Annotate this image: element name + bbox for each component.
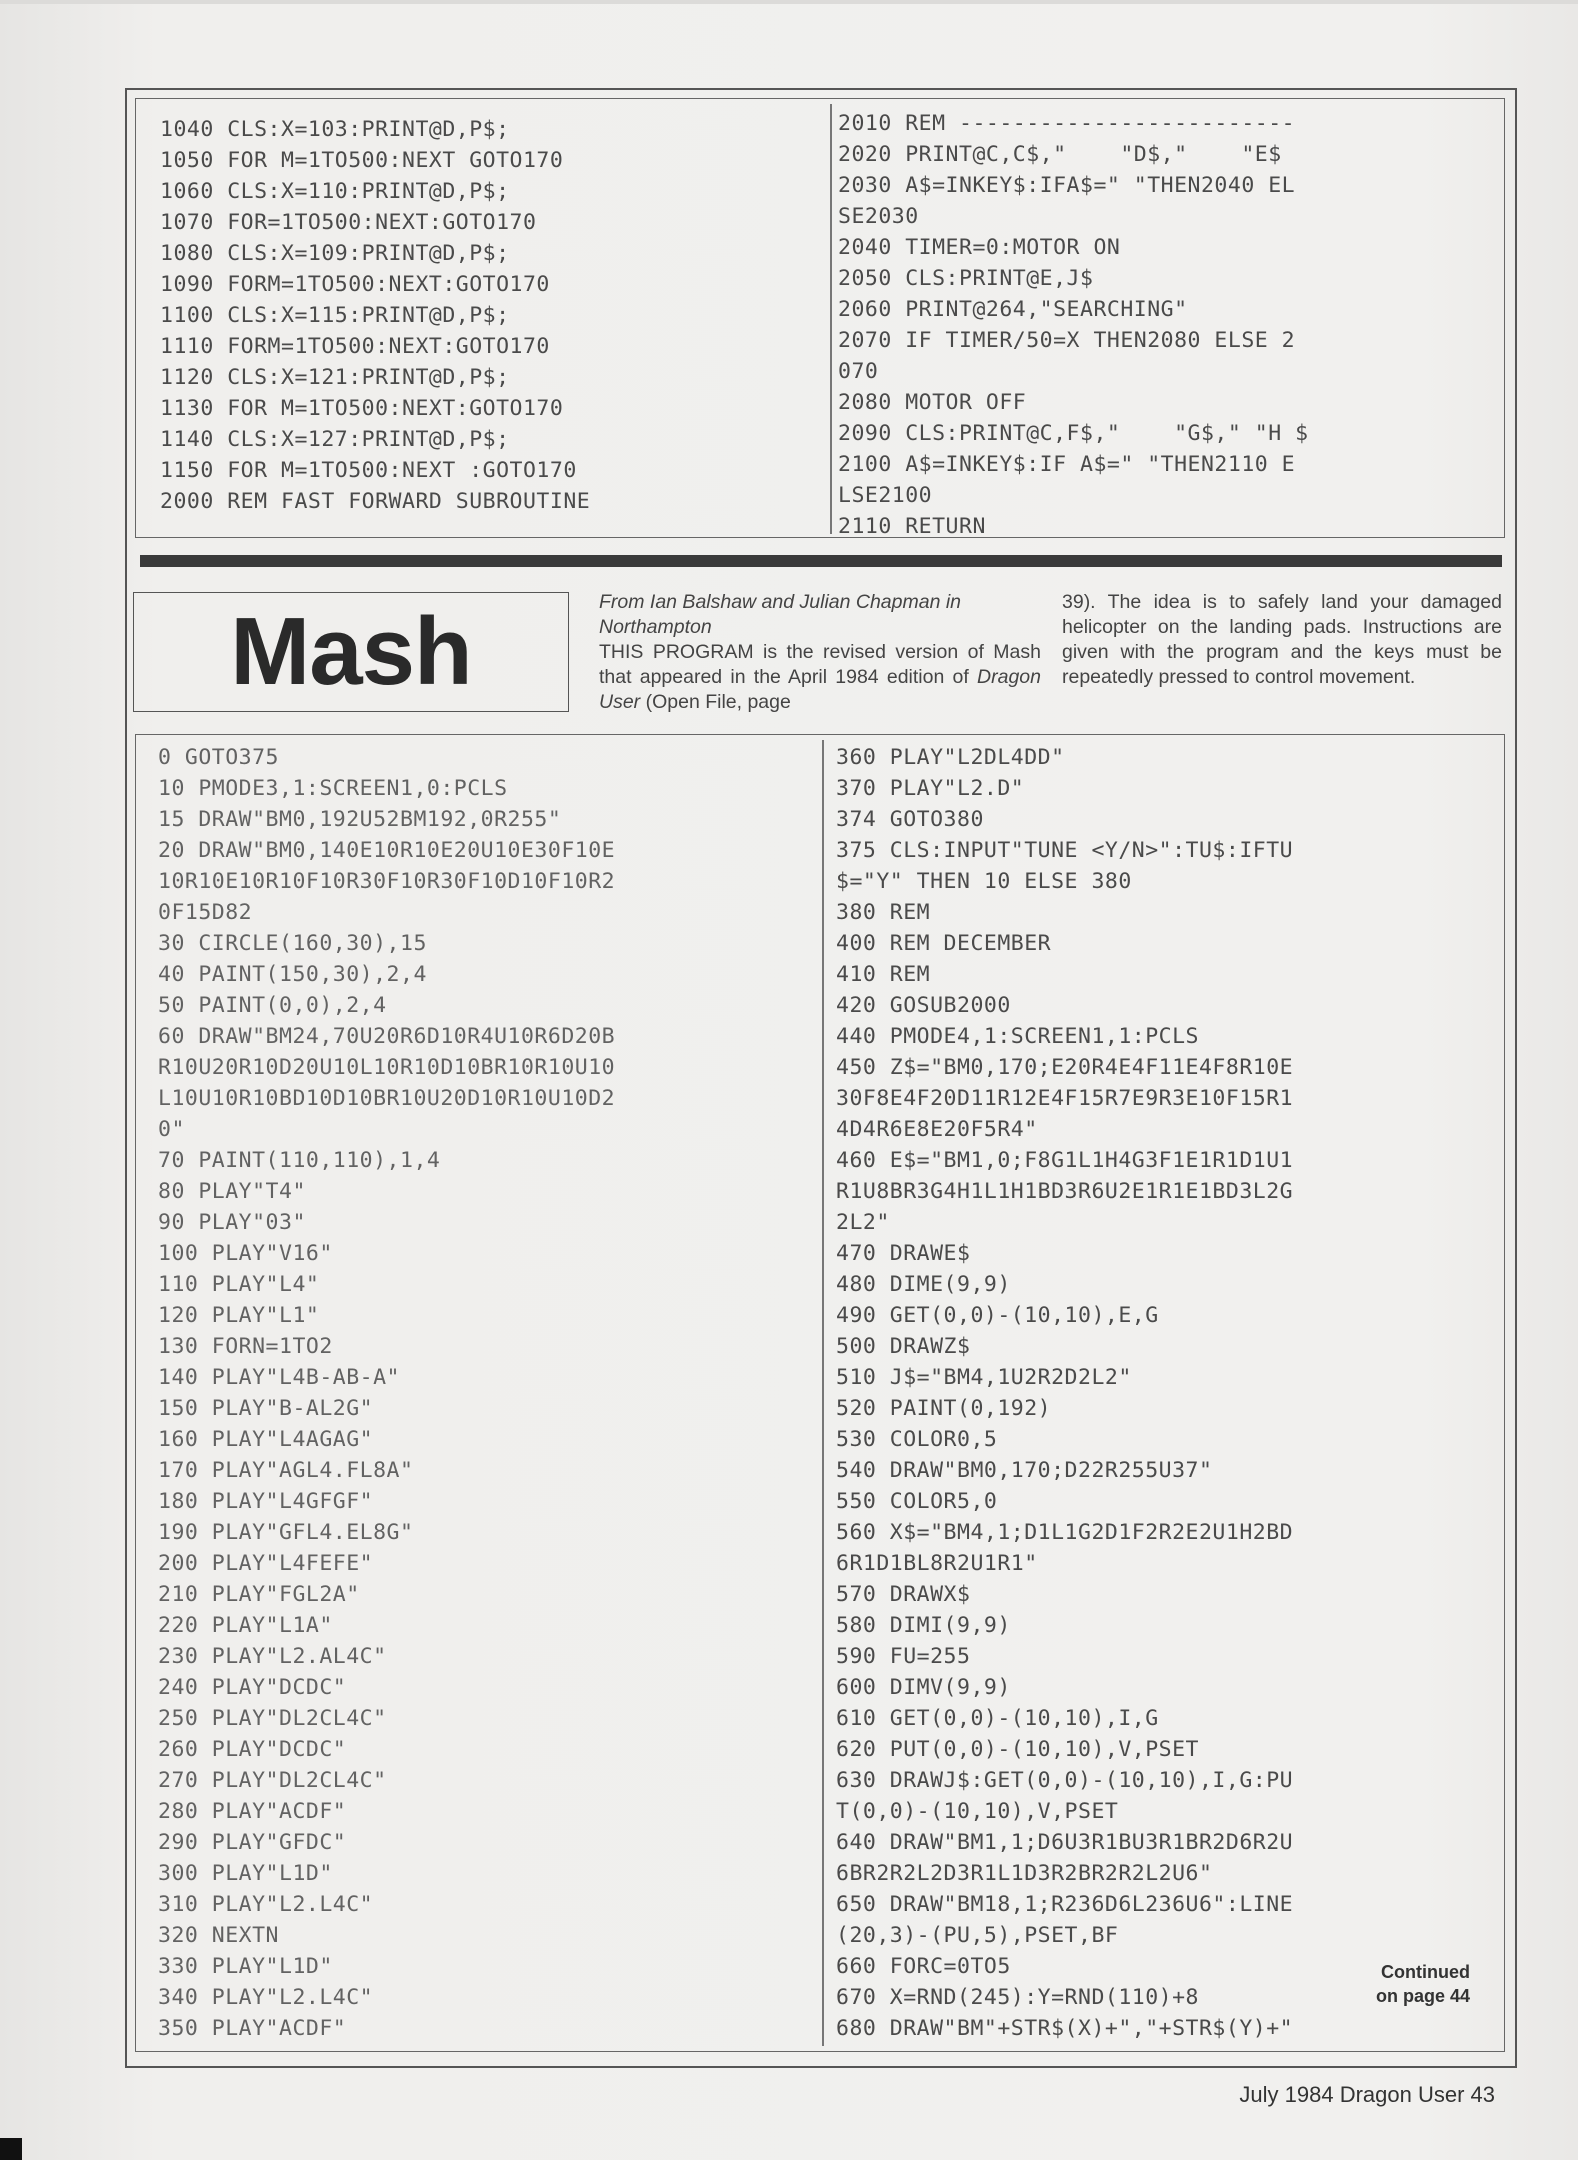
code-line: 2020 PRINT@C,C$," "D$," "E$ [838, 142, 1282, 167]
code-line: 590 FU=255 [836, 1644, 971, 1669]
article-title: Mash [230, 598, 472, 705]
code-line: 320 NEXTN [158, 1923, 279, 1948]
code-line: 580 DIMI(9,9) [836, 1613, 1011, 1638]
code-line: 560 X$="BM4,1;D1L1G2D1F2R2E2U1H2BD [836, 1520, 1294, 1545]
code-line: 140 PLAY"L4B-AB-A" [158, 1365, 400, 1390]
code-line: 1060 CLS:X=110:PRINT@D,P$; [160, 179, 510, 204]
code-line: 190 PLAY"GFL4.EL8G" [158, 1520, 414, 1545]
code-line: 570 DRAWX$ [836, 1582, 971, 1607]
code-line: 10 PMODE3,1:SCREEN1,0:PCLS [158, 776, 508, 801]
code-line: 630 DRAWJ$:GET(0,0)-(10,10),I,G:PU [836, 1768, 1294, 1793]
code-line: 1040 CLS:X=103:PRINT@D,P$; [160, 117, 510, 142]
article-intro-col2: 39). The idea is to safely land your damaged helicopter on the landing pads. Instructions are given with the program and the keys must be repeatedly pressed to control movement. [1062, 591, 1502, 688]
code-line: 290 PLAY"GFDC" [158, 1830, 347, 1855]
code-line: 70 PAINT(110,110),1,4 [158, 1148, 441, 1173]
top-listing-divider [830, 104, 832, 534]
code-line: 100 PLAY"V16" [158, 1241, 333, 1266]
code-line: 230 PLAY"L2.AL4C" [158, 1644, 387, 1669]
section-rule [140, 555, 1502, 567]
code-line: 160 PLAY"L4AGAG" [158, 1427, 374, 1452]
code-line: 2010 REM ------------------------- [838, 111, 1296, 136]
code-line: 520 PAINT(0,192) [836, 1396, 1052, 1421]
code-line: 300 PLAY"L1D" [158, 1861, 333, 1886]
article-intro-text: THIS PROGRAM is the revised version of Mash that appeared in the April 1984 edition of Dragon User (Open File, page [599, 641, 1041, 713]
code-line: 650 DRAW"BM18,1;R236D6L236U6":LINE [836, 1892, 1294, 1917]
code-line: (20,3)-(PU,5),PSET,BF [836, 1923, 1119, 1948]
code-line: 540 DRAW"BM0,170;D22R255U37" [836, 1458, 1213, 1483]
code-line: 1100 CLS:X=115:PRINT@D,P$; [160, 303, 510, 328]
code-line: 375 CLS:INPUT"TUNE <Y/N>":TU$:IFTU [836, 838, 1294, 863]
code-line: 480 DIME(9,9) [836, 1272, 1011, 1297]
main-listing-left [158, 742, 615, 2044]
code-line: 2040 TIMER=0:MOTOR ON [838, 235, 1121, 260]
code-line: 620 PUT(0,0)-(10,10),V,PSET [836, 1737, 1199, 1762]
code-line: 640 DRAW"BM1,1;D6U3R1BU3R1BR2D6R2U [836, 1830, 1294, 1855]
main-listing-right [836, 742, 1293, 2044]
code-line: 4D4R6E8E20F5R4" [836, 1117, 1038, 1142]
corner-mark [0, 2138, 22, 2160]
code-line: R10U20R10D20U10L10R10D10BR10R10U10 [158, 1055, 616, 1080]
code-line: 120 PLAY"L1" [158, 1303, 320, 1328]
top-listing-left [160, 114, 590, 517]
code-line: 270 PLAY"DL2CL4C" [158, 1768, 387, 1793]
code-line: 130 FORN=1TO2 [158, 1334, 333, 1359]
code-line: 350 PLAY"ACDF" [158, 2016, 347, 2041]
code-line: LSE2100 [838, 483, 933, 508]
code-line: 0F15D82 [158, 900, 253, 925]
code-line: 15 DRAW"BM0,192U52BM192,0R255" [158, 807, 562, 832]
code-line: 1140 CLS:X=127:PRINT@D,P$; [160, 427, 510, 452]
code-line: 600 DIMV(9,9) [836, 1675, 1011, 1700]
code-line: 1090 FORM=1TO500:NEXT:GOTO170 [160, 272, 550, 297]
code-line: 2090 CLS:PRINT@C,F$," "G$," "H $ [838, 421, 1309, 446]
code-line: 1050 FOR M=1TO500:NEXT GOTO170 [160, 148, 564, 173]
code-line: 450 Z$="BM0,170;E20R4E4F11E4F8R10E [836, 1055, 1294, 1080]
code-line: 2060 PRINT@264,"SEARCHING" [838, 297, 1188, 322]
code-line: 220 PLAY"L1A" [158, 1613, 333, 1638]
code-line: 470 DRAWE$ [836, 1241, 971, 1266]
main-listing-divider [822, 740, 824, 2046]
code-line: 2080 MOTOR OFF [838, 390, 1027, 415]
code-line: 510 J$="BM4,1U2R2D2L2" [836, 1365, 1132, 1390]
code-line: 490 GET(0,0)-(10,10),E,G [836, 1303, 1159, 1328]
code-line: L10U10R10BD10D10BR10U20D10R10U10D2 [158, 1086, 616, 1111]
code-line: 374 GOTO380 [836, 807, 984, 832]
code-line: 170 PLAY"AGL4.FL8A" [158, 1458, 414, 1483]
code-line: 0" [158, 1117, 185, 1142]
code-line: 400 REM DECEMBER [836, 931, 1052, 956]
code-line: 340 PLAY"L2.L4C" [158, 1985, 374, 2010]
code-line: 30 CIRCLE(160,30),15 [158, 931, 427, 956]
continued-note: Continued on page 44 [1375, 1962, 1470, 2006]
code-line: 50 PAINT(0,0),2,4 [158, 993, 387, 1018]
article-intro-col1 [599, 590, 1041, 715]
code-line: 1130 FOR M=1TO500:NEXT:GOTO170 [160, 396, 564, 421]
code-line: 670 X=RND(245):Y=RND(110)+8 [836, 1985, 1199, 2010]
code-line: 500 DRAWZ$ [836, 1334, 971, 1359]
code-line: 150 PLAY"B-AL2G" [158, 1396, 374, 1421]
code-line: 80 PLAY"T4" [158, 1179, 306, 1204]
code-line: 250 PLAY"DL2CL4C" [158, 1706, 387, 1731]
article-byline: From Ian Balshaw and Julian Chapman in Northampton [599, 591, 962, 638]
code-line: 680 DRAW"BM"+STR$(X)+","+STR$(Y)+" [836, 2016, 1294, 2041]
code-line: 070 [838, 359, 879, 384]
magazine-name: Dragon User [599, 666, 1041, 713]
code-line: 0 GOTO375 [158, 745, 279, 770]
code-line: 40 PAINT(150,30),2,4 [158, 962, 427, 987]
code-line: 410 REM [836, 962, 931, 987]
code-line: T(0,0)-(10,10),V,PSET [836, 1799, 1119, 1824]
article-title-box [133, 592, 569, 712]
code-line: 550 COLOR5,0 [836, 1489, 998, 1514]
code-line: 240 PLAY"DCDC" [158, 1675, 347, 1700]
code-line: 1080 CLS:X=109:PRINT@D,P$; [160, 241, 510, 266]
code-line: 660 FORC=0TO5 [836, 1954, 1011, 1979]
code-line: 90 PLAY"03" [158, 1210, 306, 1235]
code-line: 1150 FOR M=1TO500:NEXT :GOTO170 [160, 458, 577, 483]
code-line: 200 PLAY"L4FEFE" [158, 1551, 374, 1576]
code-line: 380 REM [836, 900, 931, 925]
page-footer: July 1984 Dragon User 43 [1239, 2082, 1495, 2107]
code-line: 2L2" [836, 1210, 890, 1235]
code-line: 460 E$="BM1,0;F8G1L1H4G3F1E1R1D1U1 [836, 1148, 1294, 1173]
code-line: 2030 A$=INKEY$:IFA$=" "THEN2040 EL [838, 173, 1296, 198]
code-line: 330 PLAY"L1D" [158, 1954, 333, 1979]
code-line: 260 PLAY"DCDC" [158, 1737, 347, 1762]
code-line: 1120 CLS:X=121:PRINT@D,P$; [160, 365, 510, 390]
code-line: 210 PLAY"FGL2A" [158, 1582, 360, 1607]
code-line: 2000 REM FAST FORWARD SUBROUTINE [160, 489, 591, 514]
code-line: 110 PLAY"L4" [158, 1272, 320, 1297]
code-line: 6BR2R2L2D3R1L1D3R2BR2R2L2U6" [836, 1861, 1213, 1886]
code-line: 20 DRAW"BM0,140E10R10E20U10E30F10E [158, 838, 616, 863]
code-line: 610 GET(0,0)-(10,10),I,G [836, 1706, 1159, 1731]
code-line: 360 PLAY"L2DL4DD" [836, 745, 1065, 770]
code-line: 10R10E10R10F10R30F10R30F10D10F10R2 [158, 869, 616, 894]
top-listing-right [838, 108, 1309, 542]
code-line: 420 GOSUB2000 [836, 993, 1011, 1018]
code-line: 310 PLAY"L2.L4C" [158, 1892, 374, 1917]
code-line: 530 COLOR0,5 [836, 1427, 998, 1452]
code-line: $="Y" THEN 10 ELSE 380 [836, 869, 1132, 894]
code-line: 6R1D1BL8R2U1R1" [836, 1551, 1038, 1576]
code-line: 370 PLAY"L2.D" [836, 776, 1025, 801]
code-line: 2050 CLS:PRINT@E,J$ [838, 266, 1094, 291]
code-line: 180 PLAY"L4GFGF" [158, 1489, 374, 1514]
code-line: 2070 IF TIMER/50=X THEN2080 ELSE 2 [838, 328, 1296, 353]
code-line: SE2030 [838, 204, 919, 229]
top-edge [0, 0, 1578, 4]
code-line: 2110 RETURN [838, 514, 986, 539]
code-line: R1U8BR3G4H1L1H1BD3R6U2E1R1E1BD3L2G [836, 1179, 1294, 1204]
code-line: 30F8E4F20D11R12E4F15R7E9R3E10F15R1 [836, 1086, 1294, 1111]
code-line: 1070 FOR=1TO500:NEXT:GOTO170 [160, 210, 537, 235]
code-line: 60 DRAW"BM24,70U20R6D10R4U10R6D20B [158, 1024, 616, 1049]
code-line: 440 PMODE4,1:SCREEN1,1:PCLS [836, 1024, 1199, 1049]
code-line: 280 PLAY"ACDF" [158, 1799, 347, 1824]
code-line: 2100 A$=INKEY$:IF A$=" "THEN2110 E [838, 452, 1296, 477]
code-line: 1110 FORM=1TO500:NEXT:GOTO170 [160, 334, 550, 359]
